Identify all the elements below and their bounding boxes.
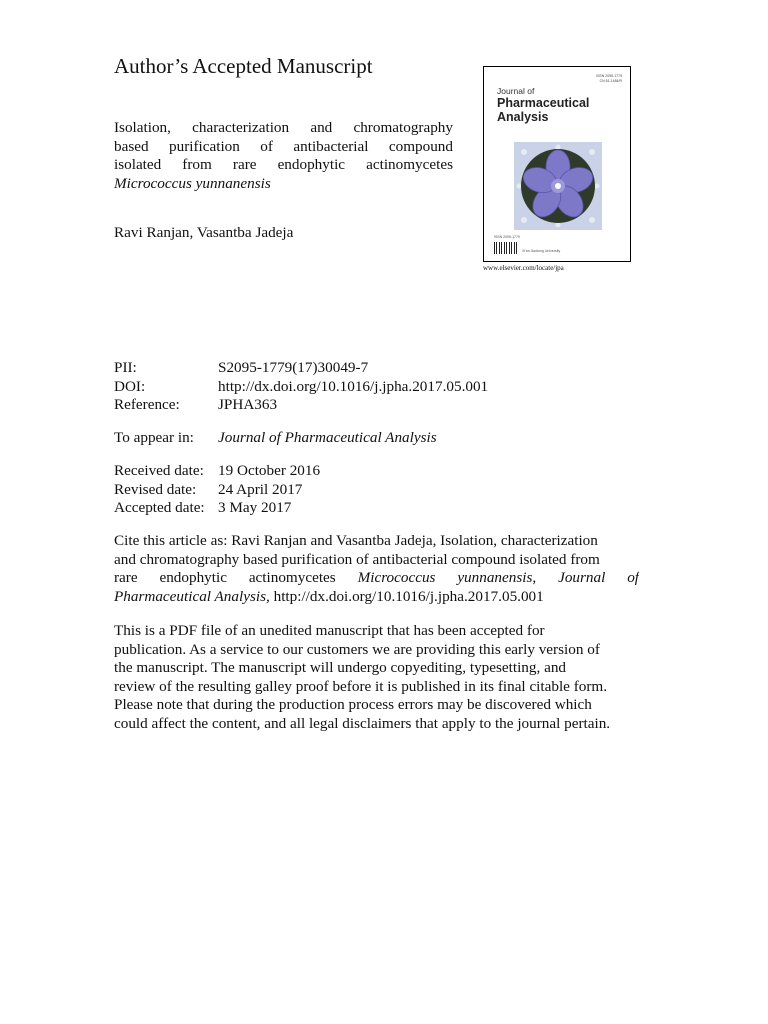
- appear-value: Journal of Pharmaceutical Analysis: [218, 429, 437, 446]
- appear-label: To appear in:: [114, 429, 194, 446]
- barcode-icon: [494, 242, 518, 254]
- title-line: Micrococcus yunnanensis: [114, 174, 271, 192]
- cover-publisher: Xi'an Jiaotong University: [522, 249, 561, 253]
- citation-line: Pharmaceutical Analysis, http://dx.doi.org/10.1016/j.jpha.2017.05.001: [114, 587, 544, 605]
- citation-line: Cite this article as: Ravi Ranjan and Vasantba Jadeja, Isolation, characterization: [114, 532, 598, 549]
- received-label: Received date:: [114, 462, 204, 479]
- article-title: [114, 119, 453, 193]
- journal-cover-image: [483, 66, 631, 262]
- cover-flower-panel: [514, 142, 602, 230]
- revised-value: 24 April 2017: [218, 481, 303, 498]
- notice-line: Please note that during the production process errors may be discovered which: [114, 696, 592, 713]
- appear-row: [114, 429, 534, 447]
- pii-row: [114, 359, 534, 377]
- citation-line: and chromatography based purification of antibacterial compound isolated from: [114, 550, 600, 568]
- title-line: Isolation, characterization and chromatography: [114, 119, 453, 136]
- notice-paragraph: [114, 622, 639, 733]
- cover-issn: ISSN 2095-1779 CN 61-1484/R: [596, 74, 622, 83]
- notice-line: This is a PDF file of an unedited manuscript that has been accepted for: [114, 622, 545, 639]
- doi-label: DOI:: [114, 378, 146, 395]
- reference-value: JPHA363: [218, 396, 278, 413]
- notice-line: the manuscript. The manuscript will undergo copyediting, typesetting, and: [114, 659, 567, 676]
- doi-link[interactable]: http://dx.doi.org/10.1016/j.jpha.2017.05.001: [218, 378, 489, 395]
- citation-doi-link[interactable]: http://dx.doi.org/10.1016/j.jpha.2017.05.001: [269, 587, 544, 605]
- accepted-label: Accepted date:: [114, 499, 205, 516]
- cover-isbn: ISSN 2095-1779: [494, 235, 520, 239]
- doi-row: [114, 378, 534, 396]
- pii-value: S2095-1779(17)30049-7: [218, 359, 369, 376]
- reference-label: Reference:: [114, 396, 180, 413]
- citation-paragraph: [114, 532, 639, 606]
- citation-line: rare endophytic actinomycetes Micrococcus yunnanensis, Journal of: [114, 569, 639, 586]
- accepted-row: [114, 499, 534, 517]
- accepted-value: 3 May 2017: [218, 499, 292, 516]
- notice-line: review of the resulting galley proof before it is published in its final citable form.: [114, 677, 608, 695]
- received-row: [114, 462, 534, 480]
- notice-line: could affect the content, and all legal disclaimers that apply to the journal pertain.: [114, 714, 611, 732]
- cover-journal-name: Pharmaceutical Analysis: [497, 96, 590, 124]
- revised-row: [114, 481, 534, 499]
- title-line: isolated from rare endophytic actinomycetes: [114, 156, 453, 173]
- flower-icon: [514, 142, 602, 230]
- journal-website-link[interactable]: www.elsevier.com/locate/jpa: [483, 264, 564, 272]
- reference-row: [114, 396, 534, 414]
- cover-journal-of: Journal of: [497, 86, 535, 96]
- pii-label: PII:: [114, 359, 137, 376]
- notice-line: publication. As a service to our customers we are providing this early version of: [114, 640, 600, 658]
- authors: Ravi Ranjan, Vasantba Jadeja: [114, 224, 294, 241]
- revised-label: Revised date:: [114, 481, 197, 498]
- title-line: based purification of antibacterial compound: [114, 137, 453, 155]
- manuscript-heading: Author’s Accepted Manuscript: [114, 54, 373, 78]
- received-value: 19 October 2016: [218, 462, 321, 479]
